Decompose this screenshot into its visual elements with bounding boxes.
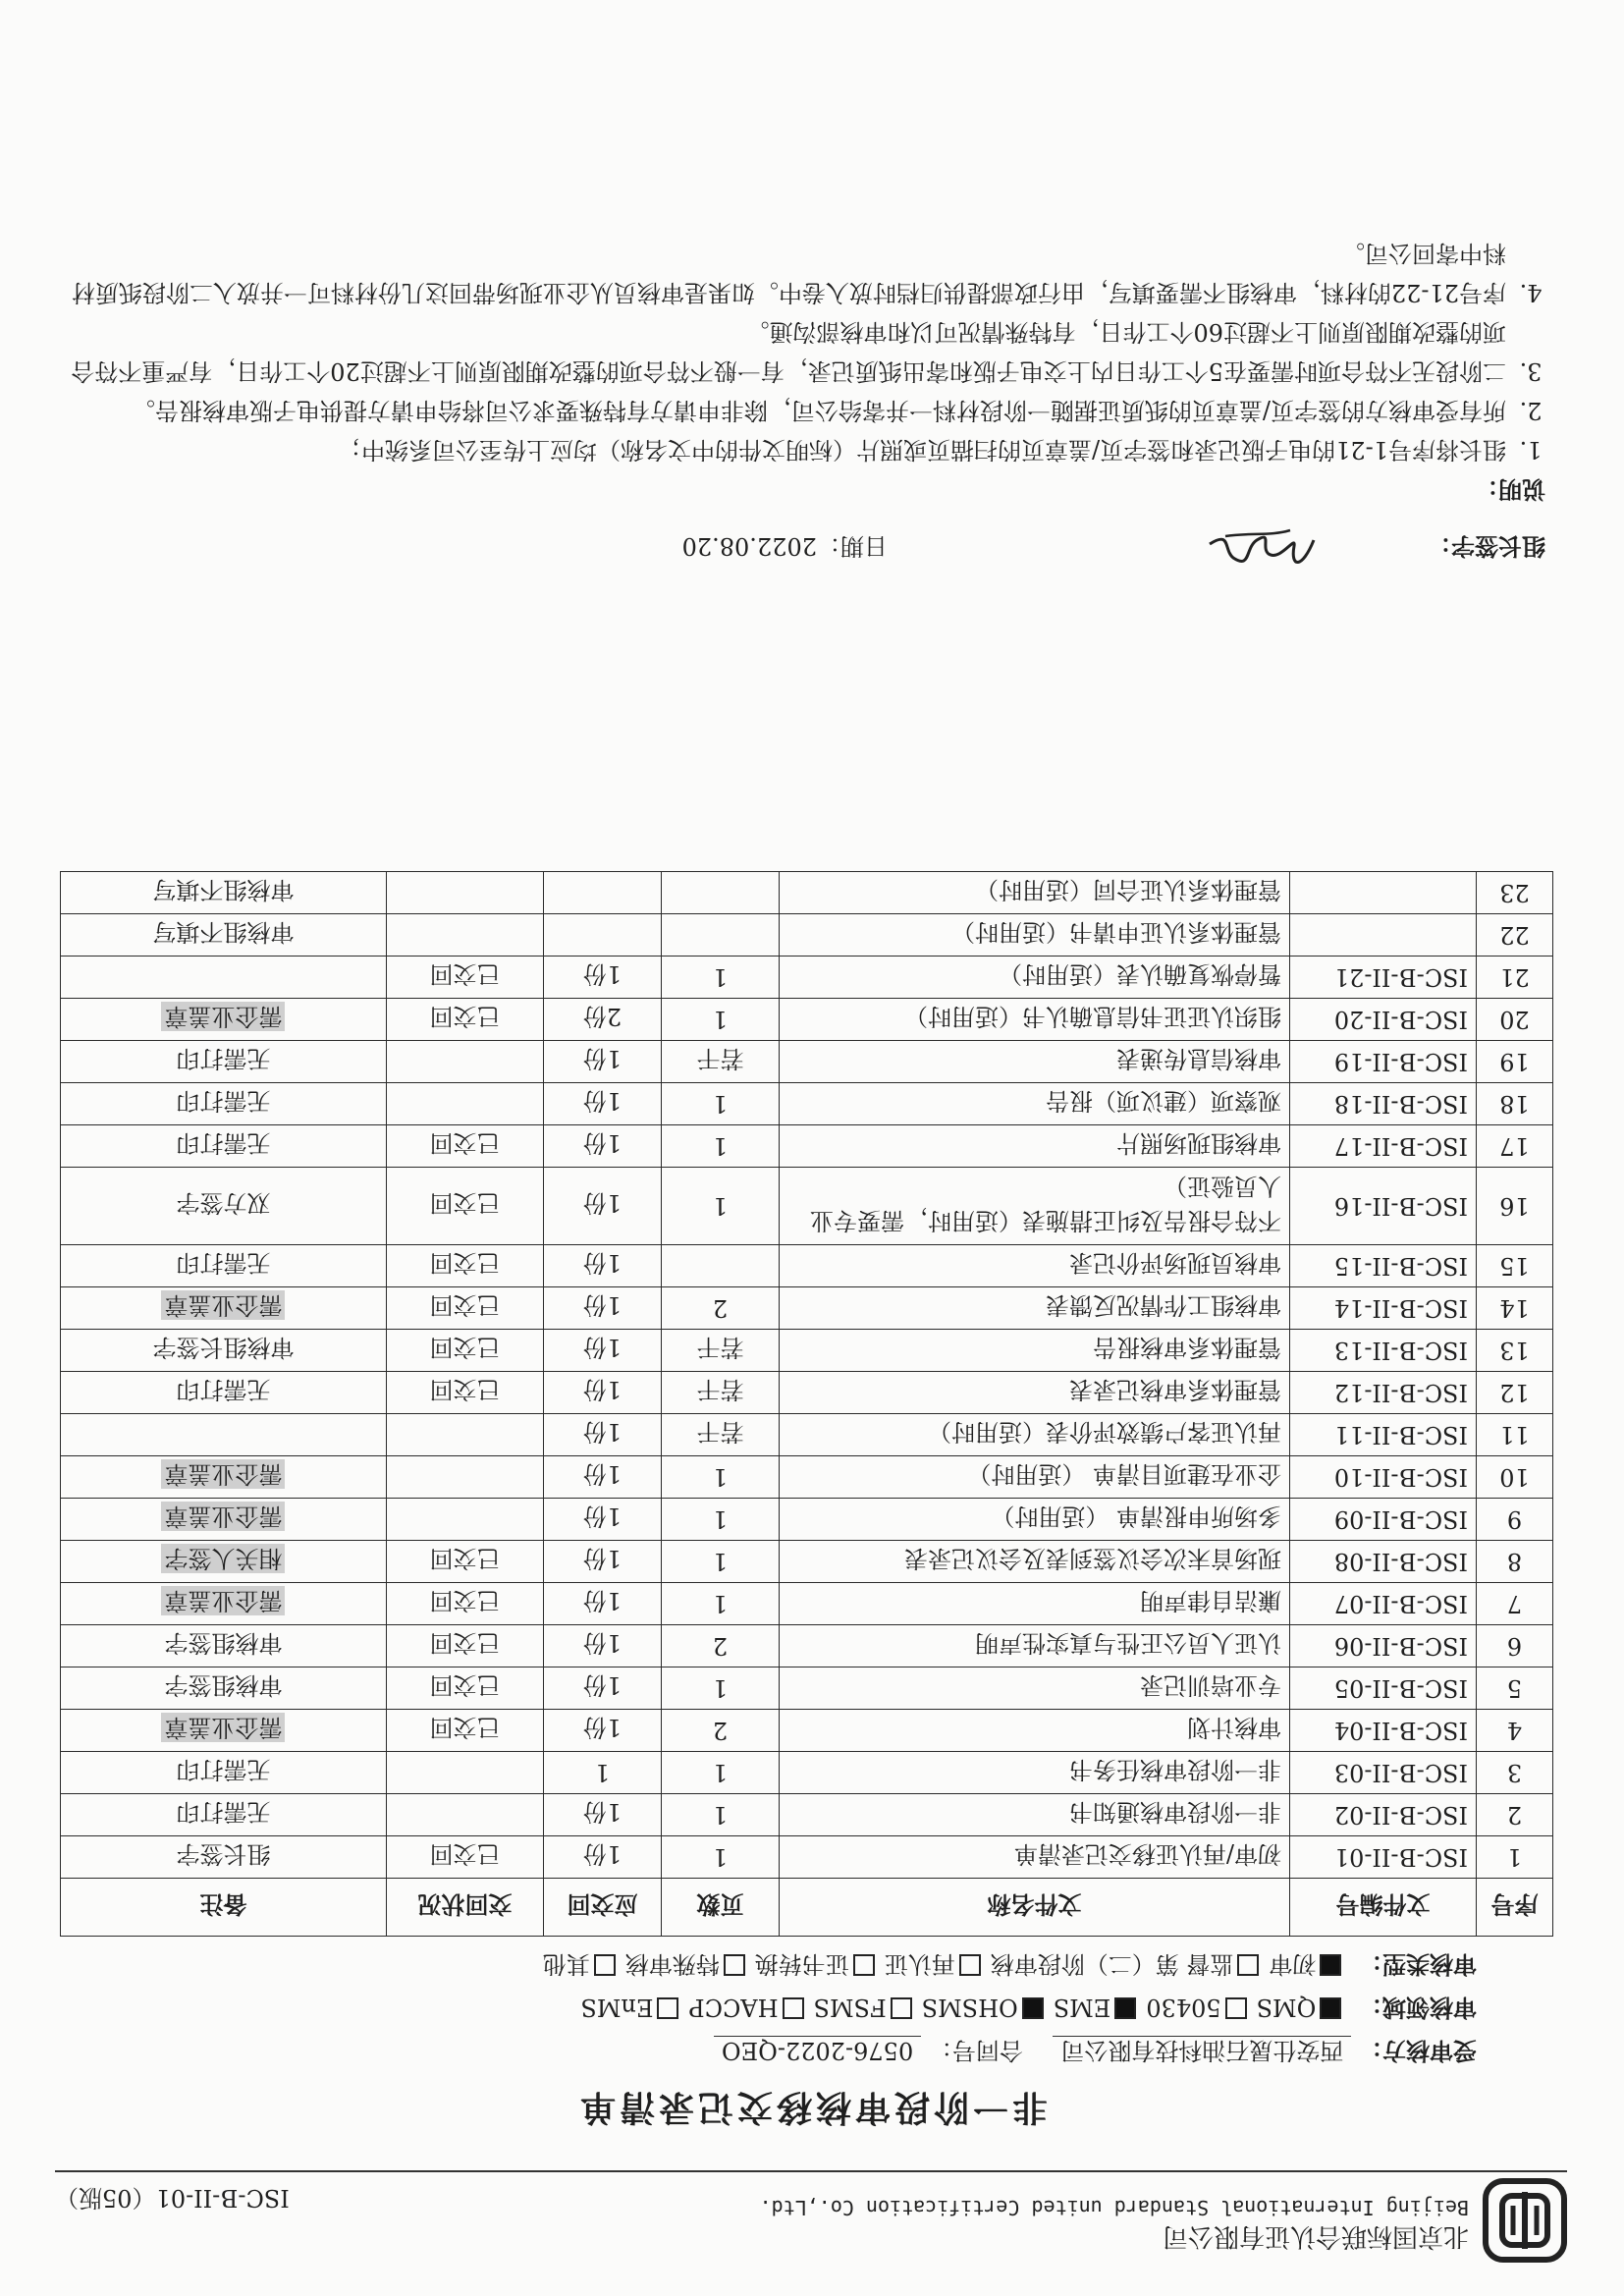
row-remark: 无需打印 bbox=[61, 1041, 387, 1083]
date-value: 2022.08.20 bbox=[681, 532, 817, 560]
row-pages: 1 bbox=[662, 957, 780, 999]
row-no: 4 bbox=[1477, 1710, 1553, 1752]
table-row bbox=[61, 1625, 1553, 1667]
domain-checkbox bbox=[783, 1997, 804, 2019]
row-should-return: 1份 bbox=[544, 1625, 662, 1667]
row-should-return: 1份 bbox=[544, 1041, 662, 1083]
row-pages: 2 bbox=[662, 1287, 780, 1330]
table-row bbox=[61, 1414, 1553, 1456]
row-status: 已交回 bbox=[387, 1710, 544, 1752]
row-no: 13 bbox=[1477, 1330, 1553, 1372]
row-no: 18 bbox=[1477, 1083, 1553, 1125]
row-name: 管理体系审核记录表 bbox=[780, 1372, 1290, 1414]
row-should-return: 1份 bbox=[544, 1794, 662, 1836]
row-no: 10 bbox=[1477, 1456, 1553, 1499]
row-code: ISC-B-II-17 bbox=[1290, 1125, 1477, 1168]
type-option-label: 特殊审核 bbox=[624, 1950, 720, 1978]
row-name: 认证人员公正性与真实性声明 bbox=[780, 1625, 1290, 1667]
table-body bbox=[61, 872, 1553, 1879]
table-row bbox=[61, 1372, 1553, 1414]
document-title: 非一阶段审核移交记录清单 bbox=[576, 2087, 1049, 2127]
row-name: 不符合报告及纠正措施表（适用时，需要专业人员验证） bbox=[780, 1168, 1290, 1245]
row-code: ISC-B-II-02 bbox=[1290, 1794, 1477, 1836]
row-status: 已交回 bbox=[387, 999, 544, 1041]
row-code: ISC-B-II-15 bbox=[1290, 1245, 1477, 1287]
row-no: 15 bbox=[1477, 1245, 1553, 1287]
row-remark: 审核组长签字 bbox=[61, 1330, 387, 1372]
row-status bbox=[387, 1041, 544, 1083]
note-item: 2. 所有受审核方的签字页/盖章页的纸质证据随一阶段材料一并寄给公司，除非申请方有特殊要求公司将给申请方提供电子版审核报告。 bbox=[63, 391, 1512, 430]
row-status bbox=[387, 1083, 544, 1125]
row-remark: 无需打印 bbox=[61, 1125, 387, 1168]
row-status bbox=[387, 1794, 544, 1836]
row-pages: 1 bbox=[662, 1168, 780, 1245]
row-pages bbox=[662, 1245, 780, 1287]
row-code: ISC-B-II-07 bbox=[1290, 1583, 1477, 1625]
contract-label: 合同号： bbox=[928, 2037, 1023, 2064]
remark-highlight: 需企业盖章 bbox=[162, 1291, 286, 1321]
row-pages: 1 bbox=[662, 1836, 780, 1879]
row-remark bbox=[61, 1499, 387, 1541]
row-code: ISC-B-II-05 bbox=[1290, 1667, 1477, 1710]
row-should-return: 1份 bbox=[544, 1245, 662, 1287]
row-code: ISC-B-II-13 bbox=[1290, 1330, 1477, 1372]
row-name: 审核组工作情况反馈表 bbox=[780, 1287, 1290, 1330]
row-name: 审核员现场评价记录 bbox=[780, 1245, 1290, 1287]
remark-highlight: 需企业盖章 bbox=[162, 1587, 286, 1616]
table-row bbox=[61, 914, 1553, 957]
row-no: 19 bbox=[1477, 1041, 1553, 1083]
type-option-label: 其他 bbox=[542, 1950, 590, 1978]
sign-date bbox=[682, 531, 888, 566]
row-pages: 2 bbox=[662, 1625, 780, 1667]
row-status bbox=[387, 872, 544, 914]
domain-label: 审核领域： bbox=[1359, 1994, 1477, 2021]
row-pages: 1 bbox=[662, 1456, 780, 1499]
remark-highlight: 相关人签字 bbox=[162, 1545, 286, 1574]
domain-checkbox bbox=[1022, 1997, 1044, 2019]
domain-checkbox bbox=[1114, 1997, 1136, 2019]
row-should-return: 1份 bbox=[544, 1667, 662, 1710]
row-should-return: 1份 bbox=[544, 1287, 662, 1330]
row-no: 22 bbox=[1477, 914, 1553, 957]
table-row bbox=[61, 1583, 1553, 1625]
table-row bbox=[61, 1330, 1553, 1372]
audit-domain-line bbox=[82, 1993, 1477, 2027]
row-pages: 2 bbox=[662, 1710, 780, 1752]
row-should-return: 1份 bbox=[544, 1499, 662, 1541]
row-pages: 1 bbox=[662, 1752, 780, 1794]
domain-options bbox=[580, 1994, 1351, 2021]
remark-highlight: 需企业盖章 bbox=[162, 1003, 286, 1032]
row-code: ISC-B-II-19 bbox=[1290, 1041, 1477, 1083]
date-label: 日期： bbox=[817, 532, 888, 560]
type-option-label: 再认证 bbox=[884, 1950, 955, 1978]
row-should-return: 1 bbox=[544, 1752, 662, 1794]
row-should-return: 1份 bbox=[544, 1125, 662, 1168]
row-remark bbox=[61, 1287, 387, 1330]
row-name: 审核计划 bbox=[780, 1710, 1290, 1752]
row-no: 20 bbox=[1477, 999, 1553, 1041]
row-name: 组织认证证书信息确认书（适用时） bbox=[780, 999, 1290, 1041]
row-remark: 无需打印 bbox=[61, 1372, 387, 1414]
row-name: 管理体系认证申请书（适用时） bbox=[780, 914, 1290, 957]
row-no: 12 bbox=[1477, 1372, 1553, 1414]
note-item: 4. 序号21-22的材料，审核组不需要填写，由行政部提供归档时放入卷中。如果是审核员从企业现场带回这几份材料可一并放入二阶段纸质材料中寄回公司。 bbox=[63, 234, 1512, 312]
table-row bbox=[61, 1083, 1553, 1125]
row-pages: 1 bbox=[662, 1667, 780, 1710]
table-row bbox=[61, 1667, 1553, 1710]
type-label: 审核类型： bbox=[1359, 1950, 1477, 1978]
table-row bbox=[61, 1287, 1553, 1330]
notes-section bbox=[63, 234, 1545, 509]
audit-type-line bbox=[82, 1949, 1477, 1984]
company-logo-icon bbox=[1483, 2178, 1567, 2263]
type-checkbox bbox=[594, 1954, 616, 1976]
row-no: 9 bbox=[1477, 1499, 1553, 1541]
row-no: 1 bbox=[1477, 1836, 1553, 1879]
row-should-return: 1份 bbox=[544, 1414, 662, 1456]
row-should-return: 1份 bbox=[544, 1330, 662, 1372]
signature-line bbox=[92, 531, 1545, 566]
row-status bbox=[387, 1752, 544, 1794]
header-divider bbox=[55, 2170, 1567, 2172]
auditee-value: 西安仕晟石油科技有限公司 bbox=[1053, 2036, 1351, 2064]
row-name: 再认证客户绩效评价表（适用时） bbox=[780, 1414, 1290, 1456]
row-code: ISC-B-II-18 bbox=[1290, 1083, 1477, 1125]
row-remark bbox=[61, 1710, 387, 1752]
row-remark bbox=[61, 999, 387, 1041]
domain-checkbox bbox=[1225, 1997, 1247, 2019]
domain-option-label: EMS bbox=[1053, 1994, 1111, 2021]
row-pages: 1 bbox=[662, 1583, 780, 1625]
row-remark bbox=[61, 1456, 387, 1499]
table-row bbox=[61, 1710, 1553, 1752]
header-return-status: 交回状况 bbox=[387, 1879, 544, 1937]
row-code bbox=[1290, 872, 1477, 914]
handover-table bbox=[60, 871, 1553, 1937]
row-should-return: 2份 bbox=[544, 999, 662, 1041]
row-remark: 无需打印 bbox=[61, 1083, 387, 1125]
row-no: 11 bbox=[1477, 1414, 1553, 1456]
leader-signature bbox=[1202, 520, 1320, 579]
row-pages: 若干 bbox=[662, 1041, 780, 1083]
row-code: ISC-B-II-03 bbox=[1290, 1752, 1477, 1794]
row-status: 已交回 bbox=[387, 1541, 544, 1583]
remark-highlight: 需企业盖章 bbox=[162, 1714, 286, 1743]
type-option-label: 监督 第（二）阶段审核 bbox=[990, 1950, 1234, 1978]
leader-sign-label: 组长签字： bbox=[1428, 532, 1545, 561]
row-status: 已交回 bbox=[387, 1245, 544, 1287]
row-should-return: 1份 bbox=[544, 1583, 662, 1625]
row-pages bbox=[662, 872, 780, 914]
domain-checkbox bbox=[1320, 1997, 1341, 2019]
domain-option-label: OHSMS bbox=[921, 1994, 1018, 2021]
row-status bbox=[387, 1499, 544, 1541]
type-option-label: 初审 bbox=[1269, 1950, 1317, 1978]
type-option-label: 证书转换 bbox=[754, 1950, 849, 1978]
row-code: ISC-B-II-16 bbox=[1290, 1168, 1477, 1245]
header-code: 文件编号 bbox=[1290, 1879, 1477, 1937]
row-status bbox=[387, 1414, 544, 1456]
row-remark bbox=[61, 1583, 387, 1625]
domain-option-label: EnMS bbox=[580, 1994, 654, 2021]
row-remark: 无需打印 bbox=[61, 1245, 387, 1287]
row-pages: 1 bbox=[662, 1125, 780, 1168]
row-remark: 无需打印 bbox=[61, 1794, 387, 1836]
row-status: 已交回 bbox=[387, 1372, 544, 1414]
note-item: 3. 二阶段无不符合项时需要在5个工作日内上交电子版和寄出纸质记录，有一般不符合项的整改期限原则上不超过20个工作日，有严重不符合项的整改期限原则上不超过60个工作日，有特殊情况可以和审核部沟通。 bbox=[63, 312, 1512, 391]
row-should-return bbox=[544, 872, 662, 914]
row-remark bbox=[61, 957, 387, 999]
table-row bbox=[61, 1168, 1553, 1245]
type-checkbox bbox=[724, 1954, 745, 1976]
company-name-en: Beijing International Standard united Certification Co.,Ltd. bbox=[759, 2196, 1469, 2219]
row-no: 7 bbox=[1477, 1583, 1553, 1625]
row-status: 已交回 bbox=[387, 1583, 544, 1625]
row-name: 多场所申报清单 （适用时） bbox=[780, 1499, 1290, 1541]
row-status: 已交回 bbox=[387, 1667, 544, 1710]
type-checkbox bbox=[1237, 1954, 1259, 1976]
row-code: ISC-B-II-21 bbox=[1290, 957, 1477, 999]
row-name: 观察项（建议项）报告 bbox=[780, 1083, 1290, 1125]
row-remark bbox=[61, 1541, 387, 1583]
domain-option-label: FSMS bbox=[813, 1994, 887, 2021]
row-pages: 若干 bbox=[662, 1330, 780, 1372]
header-name: 文件名称 bbox=[780, 1879, 1290, 1937]
row-no: 16 bbox=[1477, 1168, 1553, 1245]
table-row bbox=[61, 957, 1553, 999]
row-name: 管理体系认证合同（适用时） bbox=[780, 872, 1290, 914]
row-status bbox=[387, 1456, 544, 1499]
auditee-line bbox=[82, 2036, 1477, 2070]
row-code: ISC-B-II-04 bbox=[1290, 1710, 1477, 1752]
table-row bbox=[61, 1794, 1553, 1836]
row-no: 6 bbox=[1477, 1625, 1553, 1667]
row-no: 3 bbox=[1477, 1752, 1553, 1794]
remark-highlight: 需企业盖章 bbox=[162, 1460, 286, 1490]
type-checkbox bbox=[1320, 1954, 1341, 1976]
row-pages: 1 bbox=[662, 1794, 780, 1836]
type-checkbox bbox=[959, 1954, 981, 1976]
row-remark: 审核组不填写 bbox=[61, 872, 387, 914]
row-code: ISC-B-II-09 bbox=[1290, 1499, 1477, 1541]
row-pages: 若干 bbox=[662, 1372, 780, 1414]
row-name: 廉洁自律声明 bbox=[780, 1583, 1290, 1625]
row-should-return: 1份 bbox=[544, 1541, 662, 1583]
notes-list bbox=[63, 234, 1545, 469]
row-remark: 审核组签字 bbox=[61, 1625, 387, 1667]
row-should-return: 1份 bbox=[544, 1836, 662, 1879]
form-code: ISC-B-II-01（05版） bbox=[55, 2184, 290, 2212]
table-row bbox=[61, 1245, 1553, 1287]
row-name: 审核组现场照片 bbox=[780, 1125, 1290, 1168]
row-status: 已交回 bbox=[387, 1125, 544, 1168]
domain-checkbox bbox=[657, 1997, 678, 2019]
row-no: 14 bbox=[1477, 1287, 1553, 1330]
company-name-cn: 北京国标联合认证有限公司 bbox=[1162, 2221, 1469, 2251]
row-should-return: 1份 bbox=[544, 957, 662, 999]
row-code: ISC-B-II-08 bbox=[1290, 1541, 1477, 1583]
table-header-row bbox=[61, 1879, 1553, 1937]
row-status bbox=[387, 914, 544, 957]
row-name: 非一阶段审核任务书 bbox=[780, 1752, 1290, 1794]
row-pages: 若干 bbox=[662, 1414, 780, 1456]
row-remark: 组长签字 bbox=[61, 1836, 387, 1879]
table-row bbox=[61, 1752, 1553, 1794]
row-code: ISC-B-II-14 bbox=[1290, 1287, 1477, 1330]
row-pages: 1 bbox=[662, 999, 780, 1041]
table-row bbox=[61, 1836, 1553, 1879]
table-row bbox=[61, 872, 1553, 914]
auditee-label: 受审核方： bbox=[1359, 2037, 1477, 2064]
row-no: 17 bbox=[1477, 1125, 1553, 1168]
row-code: ISC-B-II-06 bbox=[1290, 1625, 1477, 1667]
row-name: 暂停恢复确认表（适用时） bbox=[780, 957, 1290, 999]
row-no: 21 bbox=[1477, 957, 1553, 999]
row-should-return: 1份 bbox=[544, 1710, 662, 1752]
domain-checkbox bbox=[891, 1997, 912, 2019]
note-item: 1. 组长将序号1-21的电子版记录和签字页/盖章页的扫描页或照片（标明文件的中文名称）均应上传至公司系统中； bbox=[63, 430, 1512, 469]
header-remark: 备注 bbox=[61, 1879, 387, 1937]
row-name: 企业在建项目清单 （适用时） bbox=[780, 1456, 1290, 1499]
table-row bbox=[61, 1041, 1553, 1083]
row-remark: 审核组不填写 bbox=[61, 914, 387, 957]
row-remark: 审核组签字 bbox=[61, 1667, 387, 1710]
table-row bbox=[61, 1125, 1553, 1168]
domain-option-label: QMS bbox=[1256, 1994, 1317, 2021]
row-code: ISC-B-II-11 bbox=[1290, 1414, 1477, 1456]
row-code: ISC-B-II-01 bbox=[1290, 1836, 1477, 1879]
row-remark bbox=[61, 1414, 387, 1456]
table-row bbox=[61, 1541, 1553, 1583]
table-row bbox=[61, 1499, 1553, 1541]
row-pages: 1 bbox=[662, 1499, 780, 1541]
row-pages bbox=[662, 914, 780, 957]
domain-option-label: 50430 bbox=[1146, 1994, 1221, 2021]
row-code bbox=[1290, 914, 1477, 957]
row-remark: 无需打印 bbox=[61, 1752, 387, 1794]
row-name: 初审/再认证移交记录清单 bbox=[780, 1836, 1290, 1879]
row-no: 2 bbox=[1477, 1794, 1553, 1836]
row-name: 专业培训记录 bbox=[780, 1667, 1290, 1710]
row-name: 审核信息传递表 bbox=[780, 1041, 1290, 1083]
row-status: 已交回 bbox=[387, 957, 544, 999]
remark-highlight: 需企业盖章 bbox=[162, 1503, 286, 1532]
domain-option-label: HACCP bbox=[688, 1994, 779, 2021]
row-remark: 双方签字 bbox=[61, 1168, 387, 1245]
table-row bbox=[61, 1456, 1553, 1499]
row-pages: 1 bbox=[662, 1083, 780, 1125]
row-should-return: 1份 bbox=[544, 1168, 662, 1245]
row-name: 非一阶段审核通知书 bbox=[780, 1794, 1290, 1836]
row-status: 已交回 bbox=[387, 1625, 544, 1667]
letterhead bbox=[55, 2155, 1567, 2272]
row-status: 已交回 bbox=[387, 1287, 544, 1330]
row-code: ISC-B-II-10 bbox=[1290, 1456, 1477, 1499]
row-no: 5 bbox=[1477, 1667, 1553, 1710]
row-should-return: 1份 bbox=[544, 1083, 662, 1125]
type-options bbox=[543, 1950, 1352, 1978]
row-no: 23 bbox=[1477, 872, 1553, 914]
header-pages: 页数 bbox=[662, 1879, 780, 1937]
header-should-return: 应交回 bbox=[544, 1879, 662, 1937]
type-checkbox bbox=[853, 1954, 875, 1976]
row-no: 8 bbox=[1477, 1541, 1553, 1583]
row-status: 已交回 bbox=[387, 1330, 544, 1372]
row-code: ISC-B-II-20 bbox=[1290, 999, 1477, 1041]
header-no: 序号 bbox=[1477, 1879, 1553, 1937]
row-status: 已交回 bbox=[387, 1836, 544, 1879]
row-name: 管理体系审核报告 bbox=[780, 1330, 1290, 1372]
contract-value: 0576-2022-QEO bbox=[714, 2036, 921, 2064]
row-should-return: 1份 bbox=[544, 1372, 662, 1414]
row-should-return: 1份 bbox=[544, 1456, 662, 1499]
notes-title: 说明： bbox=[1475, 475, 1545, 503]
table-row bbox=[61, 999, 1553, 1041]
row-code: ISC-B-II-12 bbox=[1290, 1372, 1477, 1414]
row-should-return bbox=[544, 914, 662, 957]
row-name: 现场首末次会议签到表及会议记录表 bbox=[780, 1541, 1290, 1583]
row-status: 已交回 bbox=[387, 1168, 544, 1245]
row-pages: 1 bbox=[662, 1541, 780, 1583]
